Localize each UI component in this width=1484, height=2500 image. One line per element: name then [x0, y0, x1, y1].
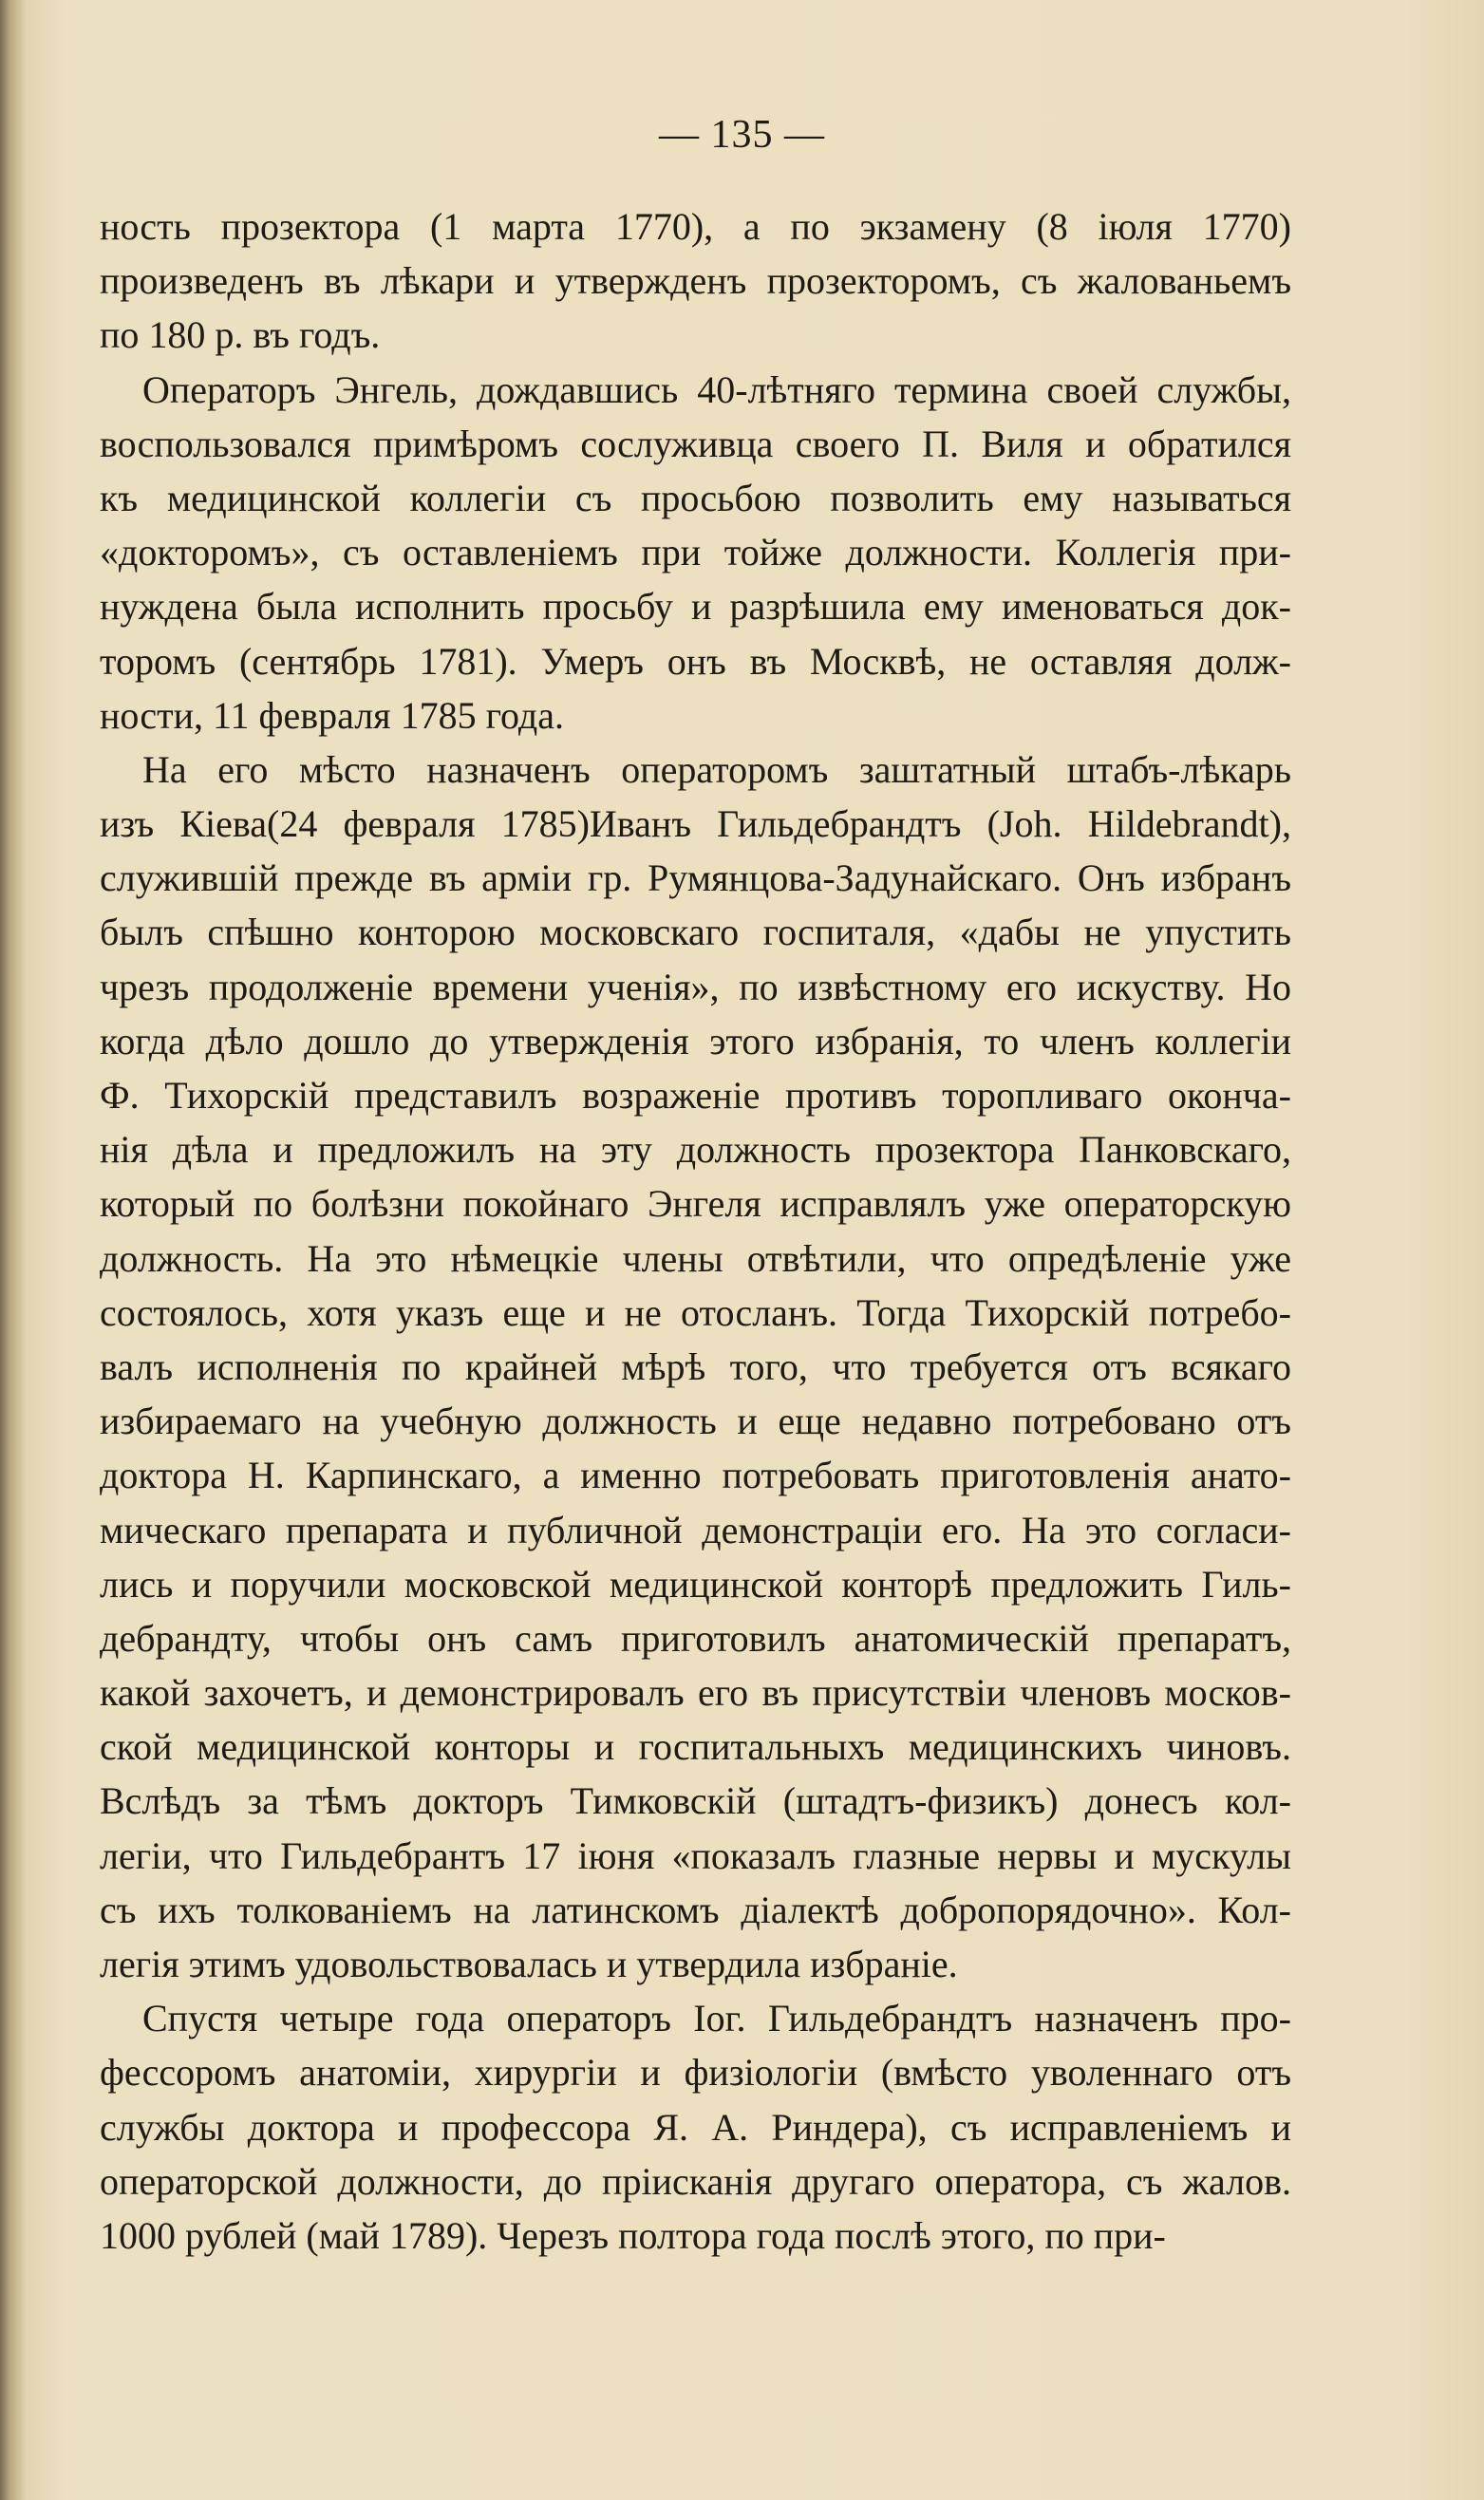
text-line: нуждена была исполнить просьбу и разрѣшила ему именоваться док- — [100, 585, 1291, 629]
text-line: который по болѣзни покойнаго Энгеля исправлялъ уже операторскую — [100, 1182, 1291, 1226]
text-line: Операторъ Энгель, дождавшись 40-лѣтняго термина своей службы, — [142, 367, 1291, 411]
text-line: служившій прежде въ арміи гр. Румянцова-Задунайскаго. Онъ избранъ — [100, 856, 1291, 900]
page-number: — 135 — — [659, 113, 825, 157]
text-line: Вслѣдъ за тѣмъ докторъ Тимковскій (штадтъ-физикъ) донесъ кол- — [100, 1779, 1291, 1823]
text-line: воспользовался примѣромъ сослуживца своего П. Виля и обратился — [100, 422, 1291, 465]
text-line: изъ Кіева(24 февраля 1785)Иванъ Гильдебрандтъ (Joh. Hildebrandt), — [100, 802, 1291, 846]
text-line: былъ спѣшно конторою московскаго госпиталя, «дабы не упустить — [100, 911, 1291, 954]
text-line: доктора Н. Карпинскаго, а именно потребовать приготовленія анато- — [100, 1454, 1291, 1497]
text-line: Ф. Тихорскій представилъ возраженіе противъ торопливаго оконча- — [100, 1074, 1291, 1117]
text-line: валъ исполненія по крайней мѣрѣ того, что требуется отъ всякаго — [100, 1344, 1291, 1388]
text-line: ности, 11 февраля 1785 года. — [100, 693, 564, 737]
text-line: легія этимъ удовольствовалась и утвердила избраніе. — [100, 1943, 958, 1985]
text-line: дебрандту, чтобы онъ самъ приготовилъ анатомическій препаратъ, — [100, 1616, 1291, 1660]
text-line: къ медицинской коллегіи съ просьбою позволить ему называться — [100, 476, 1291, 519]
text-line: фессоромъ анатоміи, хирургіи и физіологіи (вмѣсто уволеннаго отъ — [100, 2051, 1291, 2095]
text-line: нія дѣла и предложилъ на эту должность прозектора Панковскаго, — [100, 1128, 1291, 1172]
text-line: избираемаго на учебную должность и еще недавно потребовано отъ — [100, 1400, 1291, 1443]
text-line: «докторомъ», съ оставленіемъ при тойже должности. Коллегія при- — [100, 531, 1291, 574]
text-line: должность. На это нѣмецкіе члены отвѣтили, что опредѣленіе уже — [100, 1236, 1291, 1280]
text-line: службы доктора и профессора Я. А. Риндера), съ исправленіемъ и — [100, 2105, 1291, 2149]
text-line: чрезъ продолженіе времени ученія», по извѣстному его искуству. Но — [100, 965, 1291, 1008]
text-line: операторской должности, до пріисканія другаго оператора, съ жалов. — [100, 2159, 1291, 2203]
text-line: На его мѣсто назначенъ операторомъ заштатный штабъ-лѣкарь — [142, 747, 1291, 791]
text-line: когда дѣло дошло до утвержденія этого избранія, то членъ коллегіи — [100, 1019, 1291, 1062]
text-line: лись и поручили московской медицинской конторѣ предложить Гиль- — [100, 1562, 1291, 1606]
text-line: 1000 рублей (май 1789). Черезъ полтора года послѣ этого, по при- — [100, 2213, 1166, 2257]
text-line: произведенъ въ лѣкари и утвержденъ прозекторомъ, съ жалованьемъ — [100, 259, 1291, 303]
body-text — [100, 199, 1291, 2263]
text-line: состоялось, хотя указъ еще и не отосланъ. Тогда Тихорскій потребо- — [100, 1290, 1291, 1334]
text-line: Спустя четыре года операторъ Іог. Гильдебрандтъ назначенъ про- — [142, 1997, 1291, 2040]
text-line: мическаго препарата и публичной демонстраціи его. На это согласи- — [100, 1508, 1291, 1551]
text-line: ность прозектора (1 марта 1770), а по экзамену (8 іюля 1770) — [100, 205, 1291, 248]
text-line: ской медицинской конторы и госпитальныхъ медицинскихъ чиновъ. — [100, 1725, 1291, 1769]
text-line: по 180 р. въ годъ. — [100, 313, 381, 357]
text-line: съ ихъ толкованіемъ на латинскомъ діалектѣ добропорядочно». Кол- — [100, 1888, 1291, 1931]
text-line: какой захочетъ, и демонстрировалъ его въ присутствіи членовъ москов- — [100, 1671, 1291, 1715]
text-line: торомъ (сентябрь 1781). Умеръ онъ въ Москвѣ, не оставляя долж- — [100, 639, 1291, 683]
text-line: легіи, что Гильдебрантъ 17 іюня «показалъ глазные нервы и мускулы — [100, 1833, 1291, 1877]
